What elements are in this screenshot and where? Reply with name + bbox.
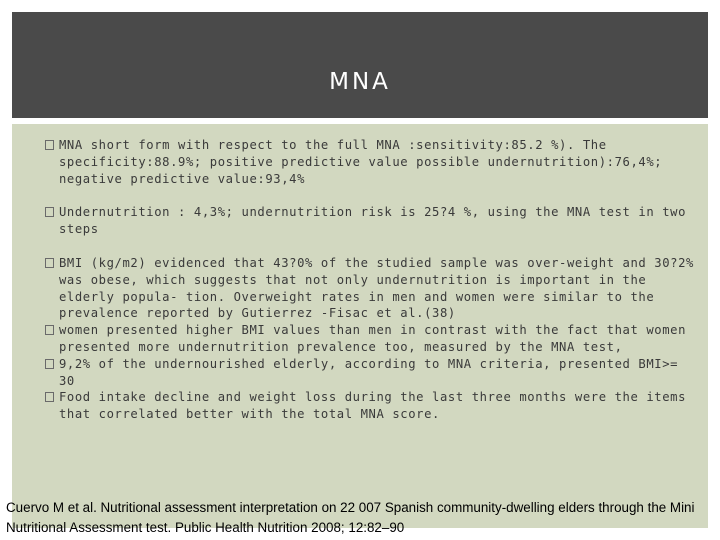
bullet-list [45,137,695,423]
slide-title: MNA [329,69,391,95]
bullet-box-icon [45,207,54,217]
bullet-text: Food intake decline and weight loss during the last three months were the items that correlated better with the total MNA score. [59,390,687,422]
bullet-box-icon [45,140,54,150]
citation: Cuervo M et al. Nutritional assessment interpretation on 22 007 Spanish community-dwelling elders through the Mini Nutritional Assessment test. Public Health Nutrition 2008; 12:82–90 [6,500,695,535]
bullet-box-icon [45,258,54,268]
bullet-item [45,322,695,356]
bullet-text: MNA short form with respect to the full MNA :sensitivity:85.2 %). The specificity:88.9%; positive predictive value possible undernutrition):76,4%; negative predictive value:93,4% [59,138,663,186]
bullet-item [45,204,695,238]
title-band [12,12,708,118]
bullet-box-icon [45,392,54,402]
bullet-text: BMI (kg/m2) evidenced that 43?0% of the studied sample was over-weight and 30?2% was obese, which suggests that not only undernutrition is important in the elderly popula- tion. Overweight rates in men and women were similar to the prevalence reported by Gutierrez -Fisac et al.(38) [59,255,694,321]
bullet-item [45,356,695,390]
bullet-text: 9,2% of the undernourished elderly, according to MNA criteria, presented BMI>= 30 [59,356,679,388]
bullet-text: women presented higher BMI values than men in contrast with the fact that women presented more undernutrition prevalence too, measured by the MNA test, [59,323,687,354]
bullet-box-icon [45,359,54,369]
bullet-box-icon [45,325,54,335]
bullet-item [45,389,695,423]
bullet-text: Undernutrition : 4,3%; undernutrition risk is 25?4 %, using the MNA test in two steps [59,205,687,237]
bullet-item [45,255,695,322]
bullet-item [45,137,695,187]
